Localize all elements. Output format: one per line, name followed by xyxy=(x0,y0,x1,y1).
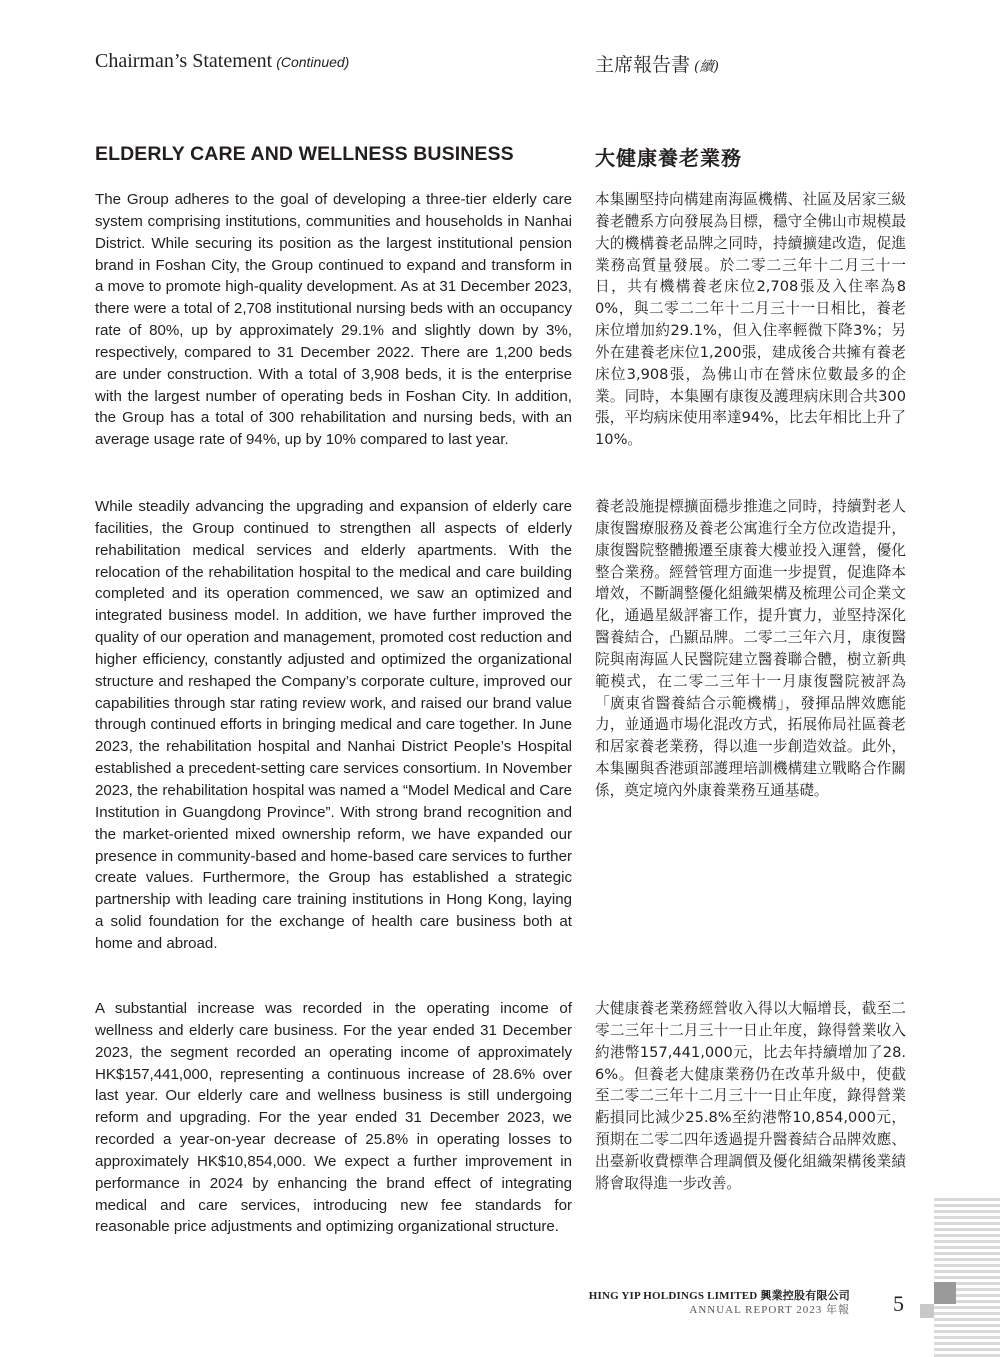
header-continued-zh: (續) xyxy=(694,59,719,75)
paragraph-zh-3-text: 大健康養老業務經營收入得以大幅增長，截至二零二三年十二月三十一日止年度，錄得營業收入約港幣157,441,000元，比去年持續增加了28.6%。但養老大健康業務仍在改革升級中，使截至二零二三年十二月三十一日止年度，錄得營業虧損同比減少25.8%至約港幣10,854,000元，預期在二零二四年透過提升醫養結合品牌效應、出臺新收費標準合理調價及優化組織架構後業績將會取得進一步改善。 xyxy=(595,1000,906,1192)
page-number: 5 xyxy=(893,1291,904,1316)
paragraph-en-3 xyxy=(95,998,572,1238)
paragraph-zh-2-text: 養老設施提標擴面穩步推進之同時，持續對老人康復醫療服務及養老公寓進行全方位改造提升，康復醫院整體搬遷至康養大樓並投入運營，優化整合業務。經營管理方面進一步提質，促進降本增效，不斷調整優化組織架構及梳理公司企業文化，通過星級評審工作，提升實力，並堅持深化醫養結合，凸顯品牌。二零二三年六月，康復醫院與南海區人民醫院建立醫養聯合體，樹立新典範模式，在二零二三年十一月康復醫院被評為「廣東省醫養結合示範機構」，發揮品牌效應能力，並通過市場化混改方式，拓展佈局社區養老和居家養老業務，得以進一步創造效益。此外，本集團與香港頭部護理培訓機構建立戰略合作關係，奠定境內外康養業務互通基礎。 xyxy=(595,498,906,799)
paragraph-zh-1-text: 本集團堅持向構建南海區機構、社區及居家三級養老體系方向發展為目標，穩守全佛山市規模最大的機構養老品牌之同時，持續擴建改造，促進業務高質量發展。於二零二三年十二月三十一日，共有機構養老床位2,708張及入住率為80%，與二零二二年十二月三十一日相比，養老床位增加約29.1%，但入住率輕微下降3%；另外在建養老床位1,200張，建成後合共擁有養老床位3,908張，為佛山市在營床位數最多的企業。同時，本集團有康復及護理病床則合共300張，平均病床使用率達94%，比去年相比上升了10%。 xyxy=(595,191,906,449)
header-title-zh: 主席報告書 xyxy=(595,54,691,76)
paragraph-zh-2 xyxy=(595,496,906,802)
footer-company-name: HING YIP HOLDINGS LIMITED 興業控股有限公司 xyxy=(588,1290,850,1302)
paragraph-en-1 xyxy=(95,189,572,451)
paragraph-en-2-text: While steadily advancing the upgrading and expansion of elderly care facilities, the Group continued to strengthen all aspects of elderly rehabilitation medical services and elderly apartments. With the relocation of the rehabilitation hospital to the medical and care building completed and its operation commenced, we saw an optimized and integrated business model. In addition, we have further improved the quality of our operation and management, promoted cost reduction and higher efficiency, constantly adjusted and optimized the organizational structure and reshaped the Company’s corporate culture, improved our capabilities through star rating review work, and raised our brand value through continued efforts in bringing medical and care together. In June 2023, the rehabilitation hospital and Nanhai District People’s Hospital established a precedent-setting care services consortium. In November 2023, the rehabilitation hospital was named a “Model Medical and Care Institution in Guangdong Province”. With strong brand recognition and the market-oriented mixed ownership reform, we have expanded our presence in community-based and home-based care services to further create values. Furthermore, the Group has established a strategic partnership with leading care training institutions in Hong Kong, laying a solid foundation for the exchange of health care business both at home and abroad. xyxy=(95,498,572,952)
paragraph-zh-3 xyxy=(595,998,906,1195)
header-continued-en: (Continued) xyxy=(276,54,350,70)
running-header-zh xyxy=(595,50,719,77)
decorative-stripes xyxy=(934,1198,1000,1357)
decorative-square-dark xyxy=(934,1282,956,1304)
paragraph-en-2 xyxy=(95,496,572,955)
paragraph-en-3-text: A substantial increase was recorded in the operating income of wellness and elderly care business. For the year ended 31 December 2023, the segment recorded an operating income of approximately HK$157,441,000, representing a continuous increase of 28.6% over last year. Our elderly care and wellness business is still undergoing reform and upgrading. For the year ended 31 December 2023, we recorded a year-on-year decrease of 25.8% in operating losses to approximately HK$10,854,000. We expect a further improvement in performance in 2024 by enhancing the brand effect of integrating medical and care services, introducing new fee standards for reasonable price adjustments and optimizing organizational structure. xyxy=(95,1000,572,1236)
footer-report-name: ANNUAL REPORT 2023 年報 xyxy=(689,1304,850,1316)
paragraph-en-1-text: The Group adheres to the goal of developing a three-tier elderly care system comprising institutions, communities and households in Nanhai District. While securing its position as the largest institutional pension brand in Foshan City, the Group continued to expand and transform in a move to promote high-quality development. As at 31 December 2023, there were a total of 2,708 institutional nursing beds with an occupancy rate of 80%, up by approximately 29.1% and slightly down by 3%, respectively, compared to 31 December 2022. There are 1,200 beds are under construction. With a total of 3,908 beds, it is the enterprise with the largest number of operating beds in Foshan City. In addition, the Group has a total of 300 rehabilitation and nursing beds, with an average usage rate of 94%, up by 10% compared to last year. xyxy=(95,191,572,449)
section-heading-zh: 大健康養老業務 xyxy=(595,146,742,170)
paragraph-zh-1 xyxy=(595,189,906,451)
decorative-square-light xyxy=(920,1304,934,1318)
header-title-en: Chairman’s Statement xyxy=(95,50,273,72)
section-heading-en: ELDERLY CARE AND WELLNESS BUSINESS xyxy=(95,143,514,165)
running-header-en xyxy=(95,50,349,73)
